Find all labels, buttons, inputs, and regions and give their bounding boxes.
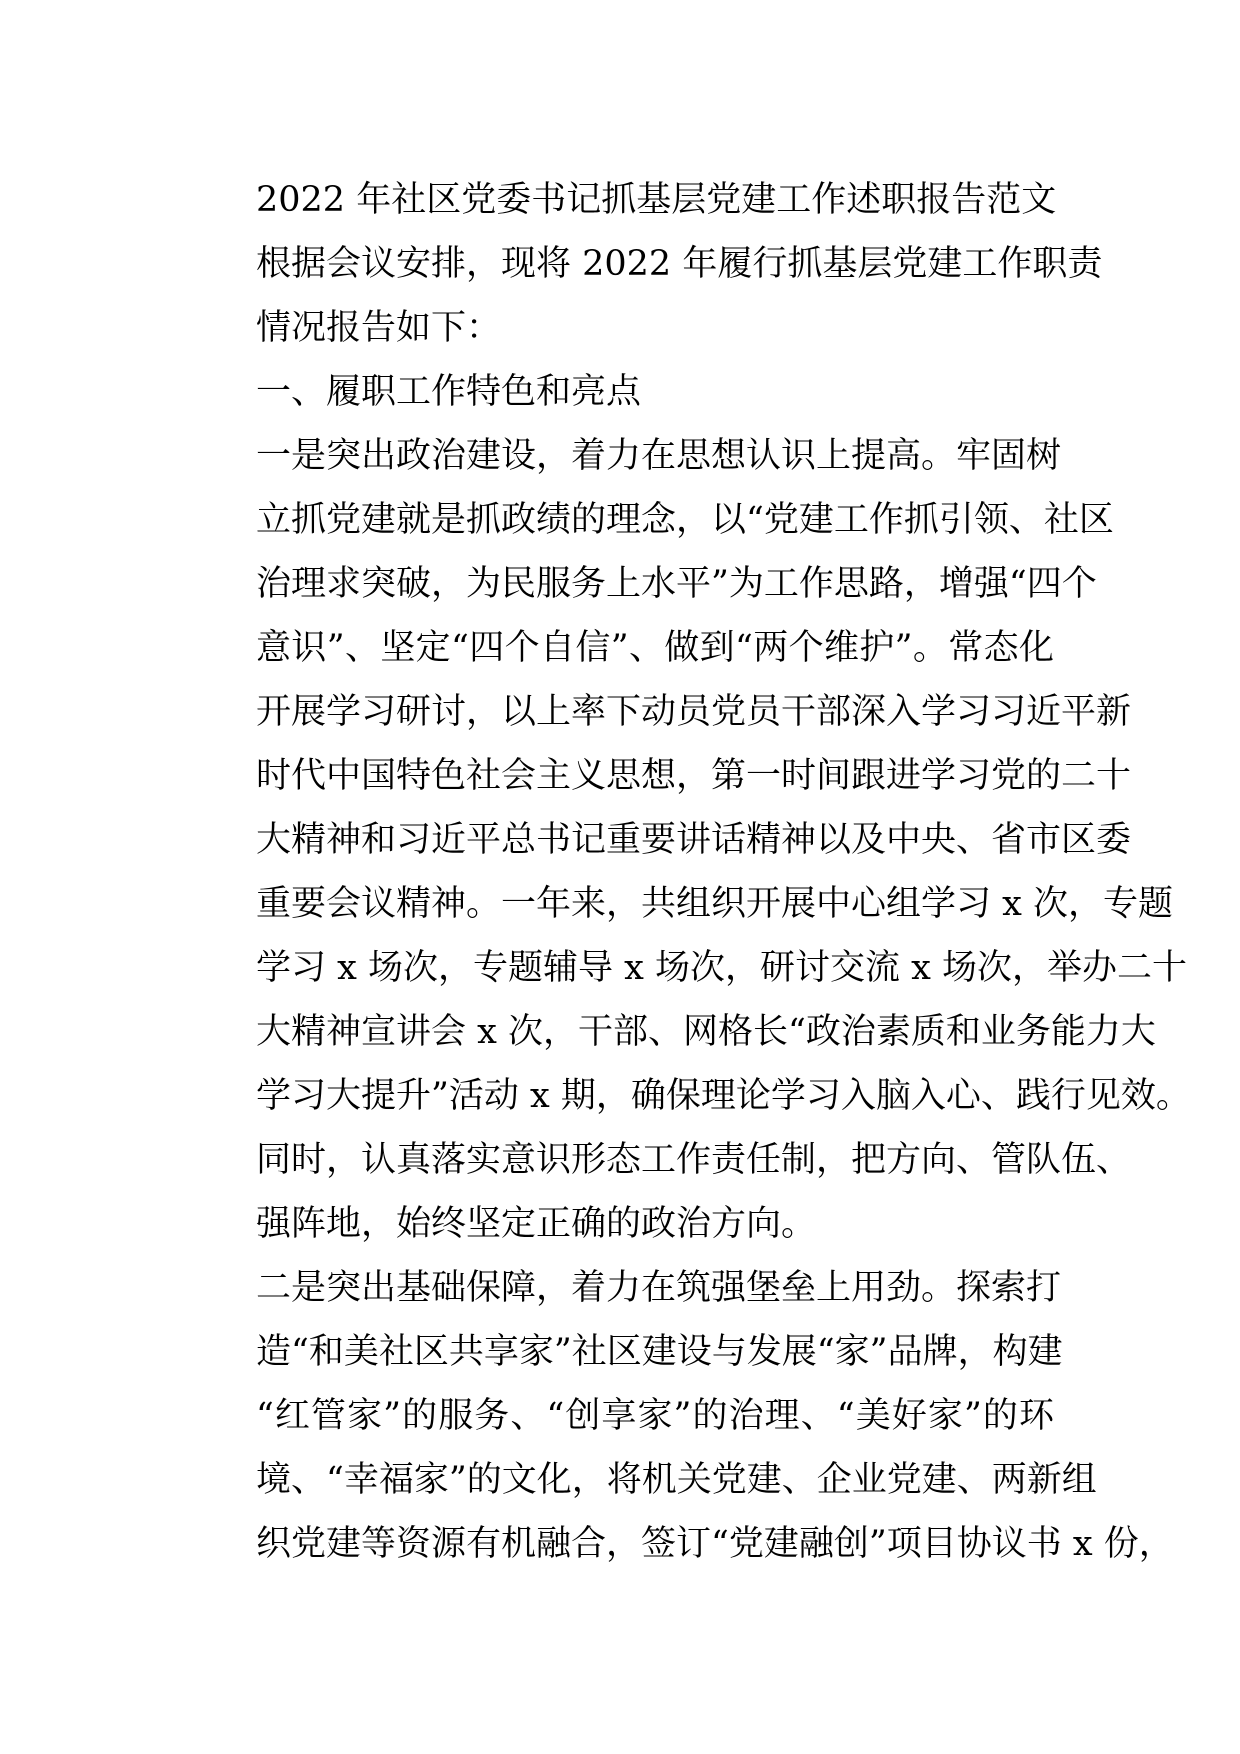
paragraph-line: “红管家”的服务、“创享家”的治理、“美好家”的环 [256, 1396, 1054, 1436]
paragraph-line: 同时，认真落实意识形态工作责任制，把方向、管队伍、 [256, 1140, 1132, 1180]
paragraph-line: 大精神和习近平总书记重要讲话精神以及中央、省市区委 [256, 820, 1132, 860]
paragraph-line: 立抓党建就是抓政绩的理念，以“党建工作抓引领、社区 [256, 500, 1114, 540]
intro-paragraph [188, 232, 1103, 360]
paragraph-line: 二是突出基础保障，着力在筑强堡垒上用劲。探索打 [256, 1268, 1062, 1308]
paragraph-line: 学习大提升”活动 x 期，确保理论学习入脑入心、践行见效。 [256, 1076, 1191, 1116]
paragraph-line: 境、“幸福家”的文化，将机关党建、企业党建、两新组 [256, 1460, 1097, 1500]
paragraph-line: 强阵地，始终坚定正确的政治方向。 [256, 1204, 817, 1244]
intro-line-1: 根据会议安排，现将 2022 年履行抓基层党建工作职责 [256, 244, 1103, 284]
paragraph-line: 重要会议精神。一年来，共组织开展中心组学习 x 次，专题 [256, 884, 1173, 924]
paragraph-line: 时代中国特色社会主义思想，第一时间跟进学习党的二十 [256, 756, 1132, 796]
paragraph-line: 造“和美社区共享家”社区建设与发展“家”品牌，构建 [256, 1332, 1063, 1372]
paragraph-line: 开展学习研讨，以上率下动员党员干部深入学习习近平新 [256, 692, 1132, 732]
paragraph-line: 一是突出政治建设，着力在思想认识上提高。牢固树 [256, 436, 1062, 476]
paragraph-foundation-support [188, 1256, 1174, 1576]
paragraph-line: 大精神宣讲会 x 次，干部、网格长“政治素质和业务能力大 [256, 1012, 1156, 1052]
paragraph-line: 学习 x 场次，专题辅导 x 场次，研讨交流 x 场次，举办二十 [256, 948, 1187, 988]
intro-line-2: 情况报告如下： [256, 308, 502, 348]
paragraph-line: 意识”、坚定“四个自信”、做到“两个维护”。常态化 [256, 628, 1054, 668]
document-body [188, 168, 1191, 1576]
document-title: 2022 年社区党委书记抓基层党建工作述职报告范文 [256, 180, 1057, 220]
section-heading-1: 一、履职工作特色和亮点 [256, 372, 642, 412]
paragraph-political-construction [188, 424, 1191, 1256]
paragraph-line: 织党建等资源有机融合，签订“党建融创”项目协议书 x 份， [256, 1524, 1174, 1564]
paragraph-line: 治理求突破，为民服务上水平”为工作思路，增强“四个 [256, 564, 1097, 604]
